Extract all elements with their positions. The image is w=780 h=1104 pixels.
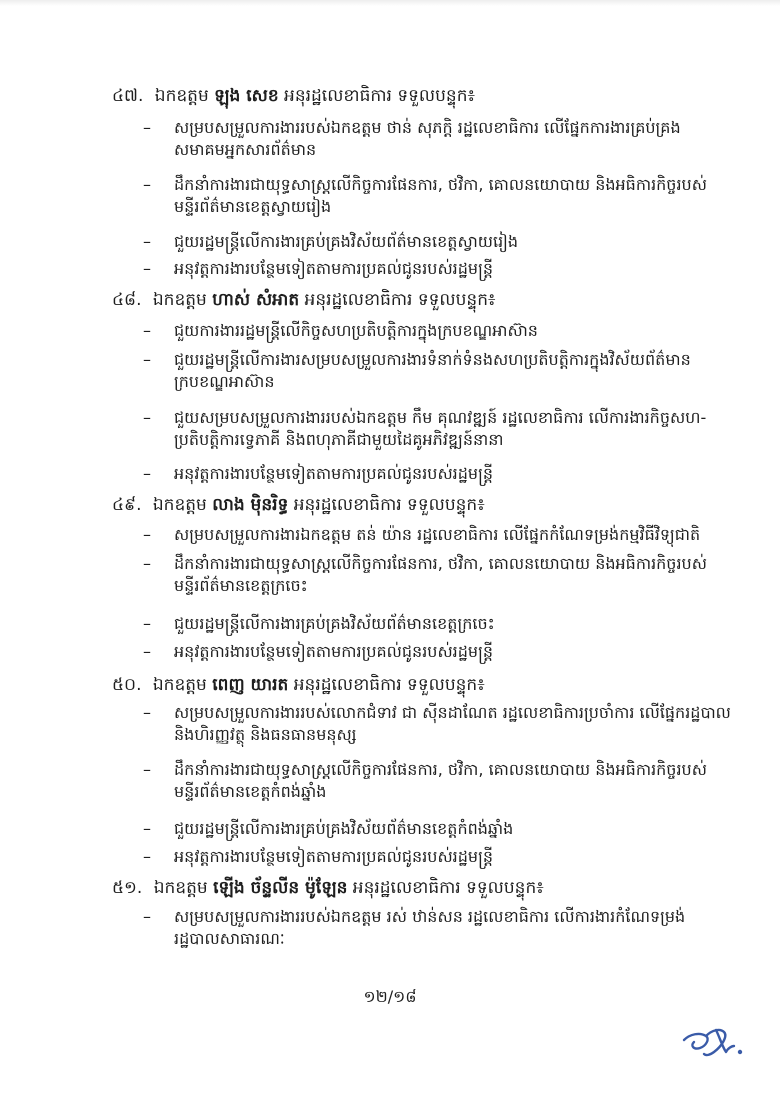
list-item-text: សមាគមអ្នកសារព័ត៌មាន	[174, 140, 317, 159]
section-role: អនុរដ្ឋលេខាធិការ ទទួលបន្ទុក៖	[293, 675, 485, 695]
bullet-dash: –	[143, 819, 151, 838]
section-heading	[112, 674, 485, 696]
bullet-dash: –	[143, 554, 151, 573]
official-name: ហាស់ សំអាត	[212, 290, 300, 310]
list-item-text: មន្ទីរព័ត៌មានខេត្តក្រចេះ	[174, 576, 308, 595]
list-item-text: ជួយសម្របសម្រួលការងាររបស់ឯកឧត្តម កឹម គុណវឌ្ឍន៍ រដ្ឋលេខាធិការ លើការងារកិច្ចសហ-	[174, 408, 707, 427]
bullet-dash: –	[143, 408, 151, 427]
bullet-dash: –	[143, 907, 151, 926]
bullet-dash: –	[143, 760, 151, 779]
bullet-dash: –	[143, 175, 151, 194]
section-heading	[112, 494, 485, 516]
section-title: ឯកឧត្តម	[152, 495, 207, 515]
official-name: ឡើង ច័ន្ទលីន ម៉ូឡែន	[213, 878, 348, 898]
section-title: ឯកឧត្តម	[154, 86, 209, 106]
section-role: អនុរដ្ឋលេខាធិការ ទទួលបន្ទុក៖	[352, 878, 544, 898]
official-name: ពេញ យារត	[212, 675, 289, 695]
bullet-dash: –	[143, 847, 151, 866]
section-heading	[112, 85, 475, 107]
section-number: ៤៧.	[112, 86, 144, 106]
section-title: ឯកឧត្តម	[153, 878, 208, 898]
bullet-dash: –	[143, 703, 151, 722]
official-name: ឡុង សេខ	[214, 86, 279, 106]
list-item-text: សម្របសម្រួលការងាររបស់ឯកឧត្តម រស់ ឋាន់សន រដ្ឋលេខាធិការ លើការងារកំណែទម្រង់	[174, 907, 686, 926]
list-item-text: ប្រតិបត្តិការទ្វេភាគី និងពហុភាគីជាមួយដៃគូអភិវឌ្ឍន៍នានា	[174, 430, 504, 449]
scan-edge	[0, 0, 780, 6]
section-role: អនុរដ្ឋលេខាធិការ ទទួលបន្ទុក៖	[284, 86, 475, 106]
section-title: ឯកឧត្តម	[152, 675, 207, 695]
section-heading	[112, 289, 495, 311]
list-item-text: ដឹកនាំការងារជាយុទ្ធសាស្ត្រលើកិច្ចការផែនការ, ថវិកា, គោលនយោបាយ និងអធិការកិច្ចរបស់	[174, 760, 707, 779]
section-number: ៥០.	[112, 675, 142, 695]
section-title: ឯកឧត្តម	[152, 290, 207, 310]
section-heading	[112, 877, 544, 899]
list-item-text: អនុវត្តការងារបន្ថែមទៀតតាមការប្រគល់ជូនរបស់រដ្ឋមន្ត្រី	[174, 642, 493, 661]
bullet-dash: –	[143, 232, 151, 251]
page-number: ១២/១៨	[363, 987, 417, 1006]
list-item-text: អនុវត្តការងារបន្ថែមទៀតតាមការប្រគល់ជូនរបស់រដ្ឋមន្ត្រី	[174, 259, 493, 278]
list-item-text: អនុវត្តការងារបន្ថែមទៀតតាមការប្រគល់ជូនរបស់រដ្ឋមន្ត្រី	[174, 847, 493, 866]
section-number: ៥១.	[112, 878, 143, 898]
list-item-text: អនុវត្តការងារបន្ថែមទៀតតាមការប្រគល់ជូនរបស់រដ្ឋមន្ត្រី	[174, 464, 493, 483]
signature-initial	[676, 1012, 746, 1068]
list-item-text: ជួយរដ្ឋមន្ត្រីលើការងារគ្រប់គ្រងវិស័យព័ត៌មានខេត្តកំពង់ឆ្នាំង	[174, 819, 514, 838]
list-item-text: មន្ទីរព័ត៌មានខេត្តកំពង់ឆ្នាំង	[174, 782, 327, 801]
list-item-text: សម្របសម្រួលការងាររបស់លោកជំទាវ ជា ស៊ីនដាណែត រដ្ឋលេខាធិការប្រចាំការ លើផ្នែករដ្ឋបាល	[174, 703, 731, 722]
list-item-text: ជួយរដ្ឋមន្ត្រីលើការងារគ្រប់គ្រងវិស័យព័ត៌មានខេត្តក្រចេះ	[174, 614, 495, 633]
official-name: លាង ម៉ិនរិទ្ធ	[212, 495, 289, 515]
bullet-dash: –	[143, 259, 151, 278]
list-item-text: ជួយរដ្ឋមន្ត្រីលើការងារសម្របសម្រួលការងារទំនាក់ទំនងសហប្រតិបត្តិការក្នុងវិស័យព័ត៌មាន	[174, 350, 691, 369]
bullet-dash: –	[143, 642, 151, 661]
section-number: ៤៩.	[112, 495, 142, 515]
list-item-text: មន្ទីរព័ត៌មានខេត្តស្វាយរៀង	[174, 197, 332, 216]
bullet-dash: –	[143, 118, 151, 137]
bullet-dash: –	[143, 321, 151, 340]
bullet-dash: –	[143, 464, 151, 483]
section-number: ៤៨.	[112, 290, 142, 310]
list-item-text: និងហិរញ្ញវត្ថុ និងធនធានមនុស្ស	[174, 725, 357, 744]
bullet-dash: –	[143, 614, 151, 633]
list-item-text: ជួយរដ្ឋមន្ត្រីលើការងារគ្រប់គ្រងវិស័យព័ត៌មានខេត្តស្វាយរៀង	[174, 232, 519, 251]
bullet-dash: –	[143, 525, 151, 544]
list-item-text: ក្របខណ្ឌអាស៊ាន	[174, 372, 275, 391]
list-item-text: រដ្ឋបាលសាធារណៈ	[174, 929, 285, 948]
list-item-text: ដឹកនាំការងារជាយុទ្ធសាស្ត្រលើកិច្ចការផែនការ, ថវិកា, គោលនយោបាយ និងអធិការកិច្ចរបស់	[174, 175, 707, 194]
list-item-text: ដឹកនាំការងារជាយុទ្ធសាស្ត្រលើកិច្ចការផែនការ, ថវិកា, គោលនយោបាយ និងអធិការកិច្ចរបស់	[174, 554, 707, 573]
list-item-text: ជួយការងាររដ្ឋមន្ត្រីលើកិច្ចសហប្រតិបត្តិការក្នុងក្របខណ្ឌអាស៊ាន	[174, 321, 538, 340]
list-item-text: សម្របសម្រួលការងារឯកឧត្តម តន់ យ៉ាន រដ្ឋលេខាធិការ លើផ្នែកកំណែទម្រង់កម្មវិធីវិទ្យុជាតិ	[174, 525, 701, 544]
section-role: អនុរដ្ឋលេខាធិការ ទទួលបន្ទុក៖	[304, 290, 496, 310]
list-item-text: សម្របសម្រួលការងាររបស់ឯកឧត្តម ថាន់ សុភក្តិ រដ្ឋលេខាធិការ លើផ្នែកការងារគ្រប់គ្រង	[174, 118, 681, 137]
section-role: អនុរដ្ឋលេខាធិការ ទទួលបន្ទុក៖	[293, 495, 485, 515]
bullet-dash: –	[143, 350, 151, 369]
